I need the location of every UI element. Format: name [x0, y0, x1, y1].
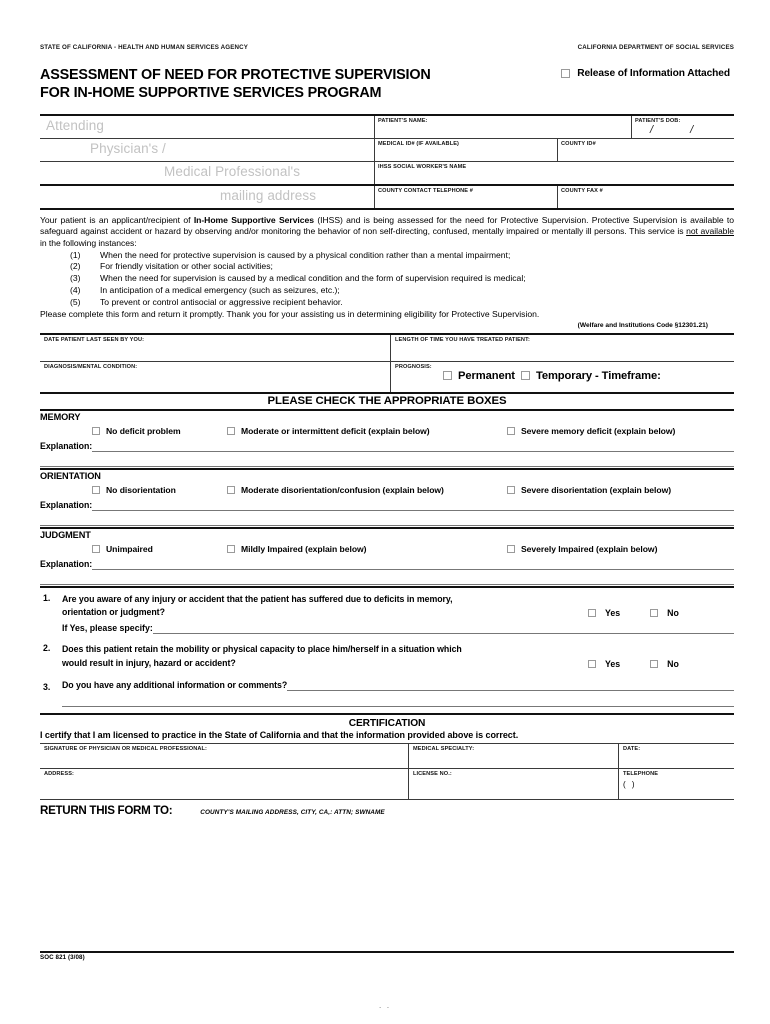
orientation-moderate-label: Moderate disorientation/confusion (explain below): [241, 485, 444, 496]
memory-severe-label: Severe memory deficit (explain below): [521, 426, 676, 437]
page-title: [40, 66, 431, 103]
question-3-row[interactable]: [40, 679, 734, 692]
county-id-cell[interactable]: [557, 139, 734, 161]
patient-dob-slashes: / /: [650, 123, 711, 136]
certification-block: [40, 715, 734, 800]
memory-moderate-checkbox[interactable]: [227, 427, 235, 435]
date-cell[interactable]: [618, 744, 734, 768]
question-2-yes-label: Yes: [605, 659, 621, 670]
question-1-text: [62, 593, 576, 620]
question-1-no-checkbox[interactable]: [650, 609, 658, 617]
memory-severe-checkbox[interactable]: [507, 427, 515, 435]
attending-ghost-cell-3: [40, 162, 374, 184]
orientation-explanation-line-1[interactable]: [92, 509, 734, 511]
section-orientation: [40, 470, 734, 529]
length-treated-label: LENGTH OF TIME YOU HAVE TREATED PATIENT:: [395, 336, 530, 343]
specialty-label: MEDICAL SPECIALTY:: [413, 746, 475, 753]
attending-ghost-cell-2: [40, 139, 374, 161]
orientation-explanation-label: Explanation:: [40, 499, 93, 510]
question-3-text: Do you have any additional information or comments?: [62, 680, 288, 691]
orientation-explanation-line-2[interactable]: [40, 524, 734, 526]
release-of-information-option[interactable]: [561, 68, 730, 79]
signature-label: SIGNATURE OF PHYSICIAN OR MEDICAL PROFESSIONAL:: [44, 746, 207, 753]
judgment-explanation-line-1[interactable]: [92, 568, 734, 570]
ghost-text-medical-professional: Medical Professional's: [164, 163, 301, 179]
memory-moderate-label: Moderate or intermittent deficit (explain below): [241, 426, 430, 437]
list-item-number: (1): [70, 249, 81, 260]
medical-id-cell[interactable]: [374, 139, 557, 161]
list-item: [40, 273, 734, 285]
list-item-text: To prevent or control antisocial or aggressive recipient behavior.: [100, 296, 343, 307]
prognosis-permanent-checkbox[interactable]: [443, 371, 452, 380]
page-mark: . .: [379, 1003, 391, 1010]
judgment-unimpaired-checkbox[interactable]: [92, 545, 100, 553]
intro-text-not-available: not available: [686, 226, 734, 237]
title-line-2: FOR IN-HOME SUPPORTIVE SERVICES PROGRAM: [40, 85, 382, 102]
form-sheet: [40, 44, 734, 817]
list-item-number: (2): [70, 261, 81, 272]
list-item-number: (3): [70, 273, 81, 284]
question-3-number: 3.: [43, 682, 51, 693]
question-1-yes-checkbox[interactable]: [588, 609, 596, 617]
question-1-number: 1.: [43, 592, 51, 603]
date-label: DATE:: [623, 746, 641, 753]
judgment-severely-checkbox[interactable]: [507, 545, 515, 553]
memory-no-deficit-label: No deficit problem: [106, 426, 181, 437]
agency-header: [40, 44, 734, 51]
section-memory: [40, 411, 734, 470]
identity-table: [40, 114, 734, 210]
question-1-no-label: No: [667, 608, 679, 619]
question-1-line-2: orientation or judgment?: [62, 607, 165, 618]
question-1-if-yes-row[interactable]: [40, 623, 734, 634]
judgment-unimpaired-label: Unimpaired: [106, 544, 153, 555]
question-1-if-yes-label: If Yes, please specify:: [62, 623, 153, 634]
form-code-label: SOC 821 (3/08): [40, 954, 85, 961]
license-label: LICENSE NO.:: [413, 771, 452, 778]
diagnosis-row-1: [40, 335, 734, 362]
judgment-explanation-label: Explanation:: [40, 558, 93, 569]
certification-row-1: [40, 744, 734, 769]
identity-row-3: [40, 162, 734, 186]
patient-name-cell[interactable]: [374, 116, 631, 138]
telephone-parens: ( ): [623, 780, 637, 790]
identity-row-1: [40, 116, 734, 139]
identity-row-2: [40, 139, 734, 162]
judgment-severely-label: Severely Impaired (explain below): [521, 544, 658, 555]
title-line-1: ASSESSMENT OF NEED FOR PROTECTIVE SUPERVISION: [40, 67, 431, 83]
telephone-label: TELEPHONE: [623, 771, 659, 778]
release-of-information-label: Release of Information Attached: [577, 68, 730, 79]
question-2-number: 2.: [43, 643, 51, 654]
memory-no-deficit-checkbox[interactable]: [92, 427, 100, 435]
intro-paragraph: [40, 215, 734, 250]
attending-ghost-cell-1: [40, 116, 374, 138]
list-item-number: (5): [70, 296, 81, 307]
orientation-explanation-row[interactable]: [40, 500, 734, 511]
county-phone-cell[interactable]: [374, 186, 557, 208]
judgment-option-mildly[interactable]: [227, 544, 366, 554]
agency-right-label: CALIFORNIA DEPARTMENT OF SOCIAL SERVICES: [577, 44, 734, 51]
list-item-text: In anticipation of a medical emergency (such as seizures, etc.);: [100, 285, 340, 296]
question-2-text: [62, 643, 576, 670]
prognosis-permanent-label: Permanent: [458, 369, 515, 382]
telephone-cell[interactable]: [618, 769, 734, 799]
section-orientation-heading: ORIENTATION: [40, 470, 101, 481]
prognosis-temporary-checkbox[interactable]: [521, 371, 530, 380]
orientation-moderate-checkbox[interactable]: [227, 486, 235, 494]
judgment-explanation-row[interactable]: [40, 559, 734, 570]
question-2-line-2: would result in injury, hazard or accident?: [62, 657, 236, 668]
return-form-label: RETURN THIS FORM TO:: [40, 804, 173, 818]
section-memory-heading: MEMORY: [40, 411, 81, 422]
section-orientation-options: [40, 484, 734, 497]
question-3-line-1[interactable]: [287, 689, 734, 691]
question-2-yesno: [576, 659, 734, 670]
memory-explanation-line-2[interactable]: [40, 465, 734, 467]
section-memory-options: [40, 425, 734, 438]
certification-row-2: [40, 769, 734, 799]
diagnosis-condition-cell[interactable]: [40, 362, 390, 392]
list-item: [40, 285, 734, 297]
ghost-text-mailing-address: mailing address: [220, 187, 317, 203]
prognosis-options: [395, 370, 730, 382]
list-item-text: For friendly visitation or other social activities;: [100, 261, 273, 272]
list-item: [40, 250, 734, 262]
release-of-information-checkbox[interactable]: [561, 69, 570, 78]
question-1-if-yes-line[interactable]: [153, 632, 734, 634]
check-boxes-banner: PLEASE CHECK THE APPROPRIATE BOXES: [40, 394, 734, 411]
memory-option-moderate[interactable]: [227, 426, 430, 436]
judgment-mildly-label: Mildly Impaired (explain below): [241, 544, 367, 555]
question-2-yes-checkbox[interactable]: [588, 660, 596, 668]
list-item: [40, 261, 734, 273]
question-1-yesno: [576, 608, 734, 619]
address-label: ADDRESS:: [44, 771, 75, 778]
memory-explanation-row[interactable]: [40, 441, 734, 452]
list-item-text: When the need for supervision is caused by a medical condition and the form of supervision required is medical;: [100, 273, 526, 284]
section-judgment: [40, 529, 734, 588]
diagnosis-row-2: [40, 362, 734, 392]
patient-name-label: PATIENT'S NAME:: [378, 117, 428, 124]
license-cell[interactable]: [408, 769, 618, 799]
address-cell[interactable]: [40, 769, 408, 799]
orientation-option-severe[interactable]: [507, 485, 671, 495]
specialty-cell[interactable]: [408, 744, 618, 768]
county-fax-cell[interactable]: [557, 186, 734, 208]
list-item: [40, 297, 734, 309]
ghost-text-attending: Attending: [46, 117, 104, 133]
date-last-seen-label: DATE PATIENT LAST SEEN BY YOU:: [44, 336, 145, 343]
judgment-option-unimpaired[interactable]: [92, 544, 153, 554]
list-item-number: (4): [70, 285, 81, 296]
orientation-option-none[interactable]: [92, 485, 176, 495]
intro-text-a: Your patient is an applicant/recipient of: [40, 214, 194, 225]
county-id-label: COUNTY ID#: [561, 140, 596, 147]
medical-id-label: MEDICAL ID# (IF AVAILABLE): [378, 140, 460, 147]
questions-block: [40, 588, 734, 716]
certification-statement: I certify that I am licensed to practice in the State of California and that the information provided above is correct.: [40, 730, 519, 741]
return-form-row: [40, 804, 734, 817]
memory-explanation-line-1[interactable]: [92, 450, 734, 452]
orientation-none-label: No disorientation: [106, 485, 176, 496]
diagnosis-table: [40, 333, 734, 394]
length-treated-cell[interactable]: [390, 335, 734, 361]
judgment-option-severely[interactable]: [507, 544, 657, 554]
memory-option-severe[interactable]: [507, 426, 675, 436]
agency-left-label: STATE OF CALIFORNIA - HEALTH AND HUMAN SERVICES AGENCY: [40, 44, 249, 51]
intro-text-ihss: In-Home Supportive Services: [193, 214, 314, 225]
orientation-none-checkbox[interactable]: [92, 486, 100, 494]
orientation-severe-checkbox[interactable]: [507, 486, 515, 494]
return-form-address: COUNTY'S MAILING ADDRESS, CITY, CA,: ATTN; SWNAME: [200, 809, 385, 817]
section-judgment-heading: JUDGMENT: [40, 529, 91, 540]
date-last-seen-cell[interactable]: [40, 335, 390, 361]
signature-cell[interactable]: [40, 744, 408, 768]
county-fax-label: COUNTY FAX #: [561, 187, 603, 194]
ihss-social-worker-label: IHSS SOCIAL WORKER'S NAME: [378, 163, 467, 170]
closing-paragraph: Please complete this form and return it promptly. Thank you for your assisting us in determining eligibility for Protective Supervision.: [40, 308, 540, 319]
question-2-no-label: No: [667, 659, 679, 670]
memory-option-no-deficit[interactable]: [92, 426, 181, 436]
intro-text-e: in the following instances:: [40, 237, 137, 248]
ghost-text-physician: Physician's /: [90, 140, 166, 156]
prognosis-temporary-label: Temporary - Timeframe:: [535, 369, 661, 382]
identity-row-4: [40, 186, 734, 208]
diagnosis-condition-label: DIAGNOSIS/MENTAL CONDITION:: [44, 363, 138, 370]
question-1-row: [40, 593, 734, 620]
intro-text-c: (IHSS) and is being assessed for the need for Protective Supervision. Protective Supervision is available to safeguard against accident or hazard by observing and/or monitoring the behavior of non self-directing, confused, mentally impaired or mentally ill persons. This service is: [40, 214, 734, 237]
question-2-line-1: Does this patient retain the mobility or physical capacity to place him/herself in a situation which: [62, 644, 462, 655]
orientation-severe-label: Severe disorientation (explain below): [521, 485, 672, 496]
question-1-line-1: Are you aware of any injury or accident that the patient has suffered due to deficits in memory,: [62, 593, 453, 604]
certification-title: CERTIFICATION: [348, 718, 426, 730]
exclusion-list: [40, 250, 734, 309]
prognosis-label: PROGNOSIS:: [395, 363, 432, 370]
question-2-row: [40, 643, 734, 670]
county-phone-label: COUNTY CONTACT TELEPHONE #: [378, 187, 474, 194]
question-3-line-2[interactable]: [62, 705, 734, 707]
question-1-yes-label: Yes: [605, 608, 621, 619]
welfare-code-reference: (Welfare and Institutions Code §12301.21): [577, 321, 708, 329]
ihss-social-worker-cell[interactable]: [374, 162, 734, 184]
title-row: [40, 66, 734, 103]
prognosis-cell: [390, 362, 734, 392]
memory-explanation-label: Explanation:: [40, 440, 93, 451]
patient-dob-cell[interactable]: [631, 116, 734, 138]
section-judgment-options: [40, 543, 734, 556]
patient-dob-label: PATIENT'S DOB:: [635, 117, 681, 124]
form-footer: [40, 951, 734, 961]
certification-table: [40, 743, 734, 800]
orientation-option-moderate[interactable]: [227, 485, 444, 495]
attending-ghost-cell-4: [40, 186, 374, 208]
judgment-mildly-checkbox[interactable]: [227, 545, 235, 553]
list-item-text: When the need for protective supervision is caused by a physical condition rather than a mental impairment;: [100, 249, 511, 260]
question-2-no-checkbox[interactable]: [650, 660, 658, 668]
judgment-explanation-line-2[interactable]: [40, 583, 734, 585]
